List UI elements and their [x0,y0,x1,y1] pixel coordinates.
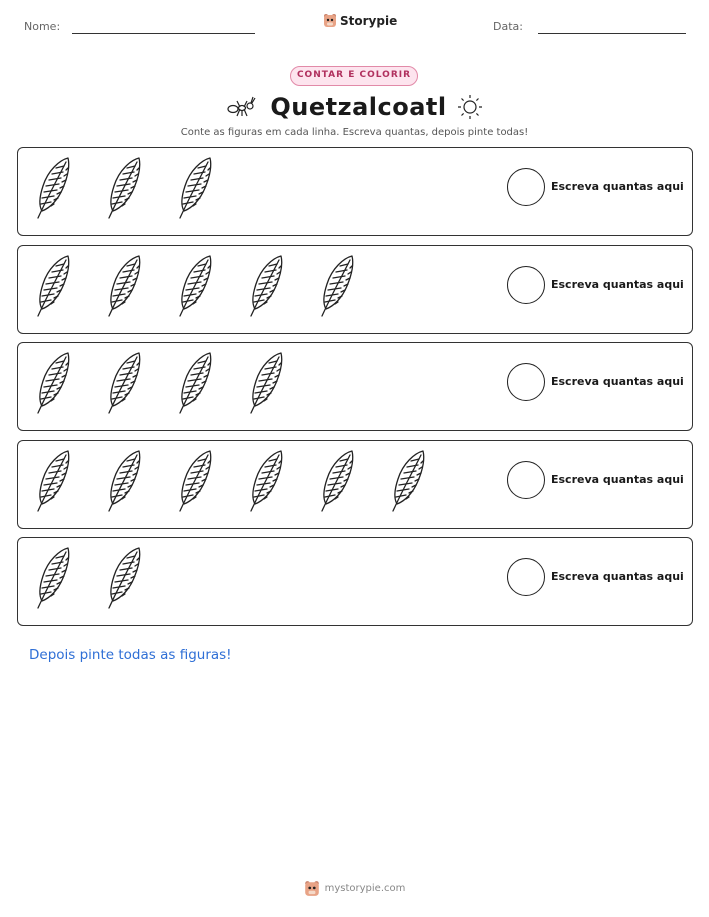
date-label: Data: [493,20,523,33]
answer-circle[interactable] [507,168,545,206]
feather-icon [101,351,155,415]
instructions: Conte as figuras em cada linha. Escreva quantas, depois pinte todas! [180,127,529,138]
answer-circle[interactable] [507,461,545,499]
answer-label: Escreva quantas aqui [551,277,684,291]
feather-group [30,351,297,415]
feather-group [30,546,155,610]
counting-row [17,342,693,431]
feather-icon [314,254,368,318]
ant-icon [226,96,260,118]
counting-rows [17,147,693,635]
page-header [0,0,709,40]
date-line [538,33,686,34]
feather-icon [101,546,155,610]
name-label: Nome: [24,20,61,33]
feather-icon [101,254,155,318]
feather-group [30,449,439,513]
footer-note: Depois pinte todas as figuras! [29,647,232,663]
storypie-logo-icon [323,13,337,28]
answer-label: Escreva quantas aqui [551,570,684,583]
feather-icon [30,351,84,415]
counting-row [17,245,693,334]
answer-label: Escreva quantas aqui [551,375,684,388]
sun-icon [457,94,483,120]
title-row [0,90,709,124]
answer-circle[interactable] [507,266,545,304]
feather-icon [243,254,297,318]
page-title: Quetzalcoatl [270,93,447,121]
answer-label: Escreva quantas aqui [551,180,684,193]
feather-group [30,254,368,318]
feather-icon [30,546,84,610]
counting-row [17,537,693,626]
feather-icon [314,449,368,513]
counting-row [17,440,693,529]
name-line [72,33,255,34]
feather-icon [243,351,297,415]
feather-icon [172,449,226,513]
counting-row [17,147,693,236]
feather-icon [30,449,84,513]
feather-icon [172,351,226,415]
page-footer [0,880,709,897]
feather-icon [172,254,226,318]
category-badge: CONTAR E COLORIR [290,66,418,86]
storypie-footer-logo-icon [304,880,320,897]
feather-icon [101,449,155,513]
feather-icon [385,449,439,513]
answer-label: Escreva quantas aqui [551,472,684,486]
answer-circle[interactable] [507,363,545,401]
feather-group [30,156,226,220]
feather-icon [243,449,297,513]
feather-icon [172,156,226,220]
feather-icon [101,156,155,220]
footer-url[interactable]: mystorypie.com [324,883,406,894]
feather-icon [30,254,84,318]
feather-icon [30,156,84,220]
answer-circle[interactable] [507,558,545,596]
brand [323,13,397,28]
brand-name: Storypie [340,13,398,28]
